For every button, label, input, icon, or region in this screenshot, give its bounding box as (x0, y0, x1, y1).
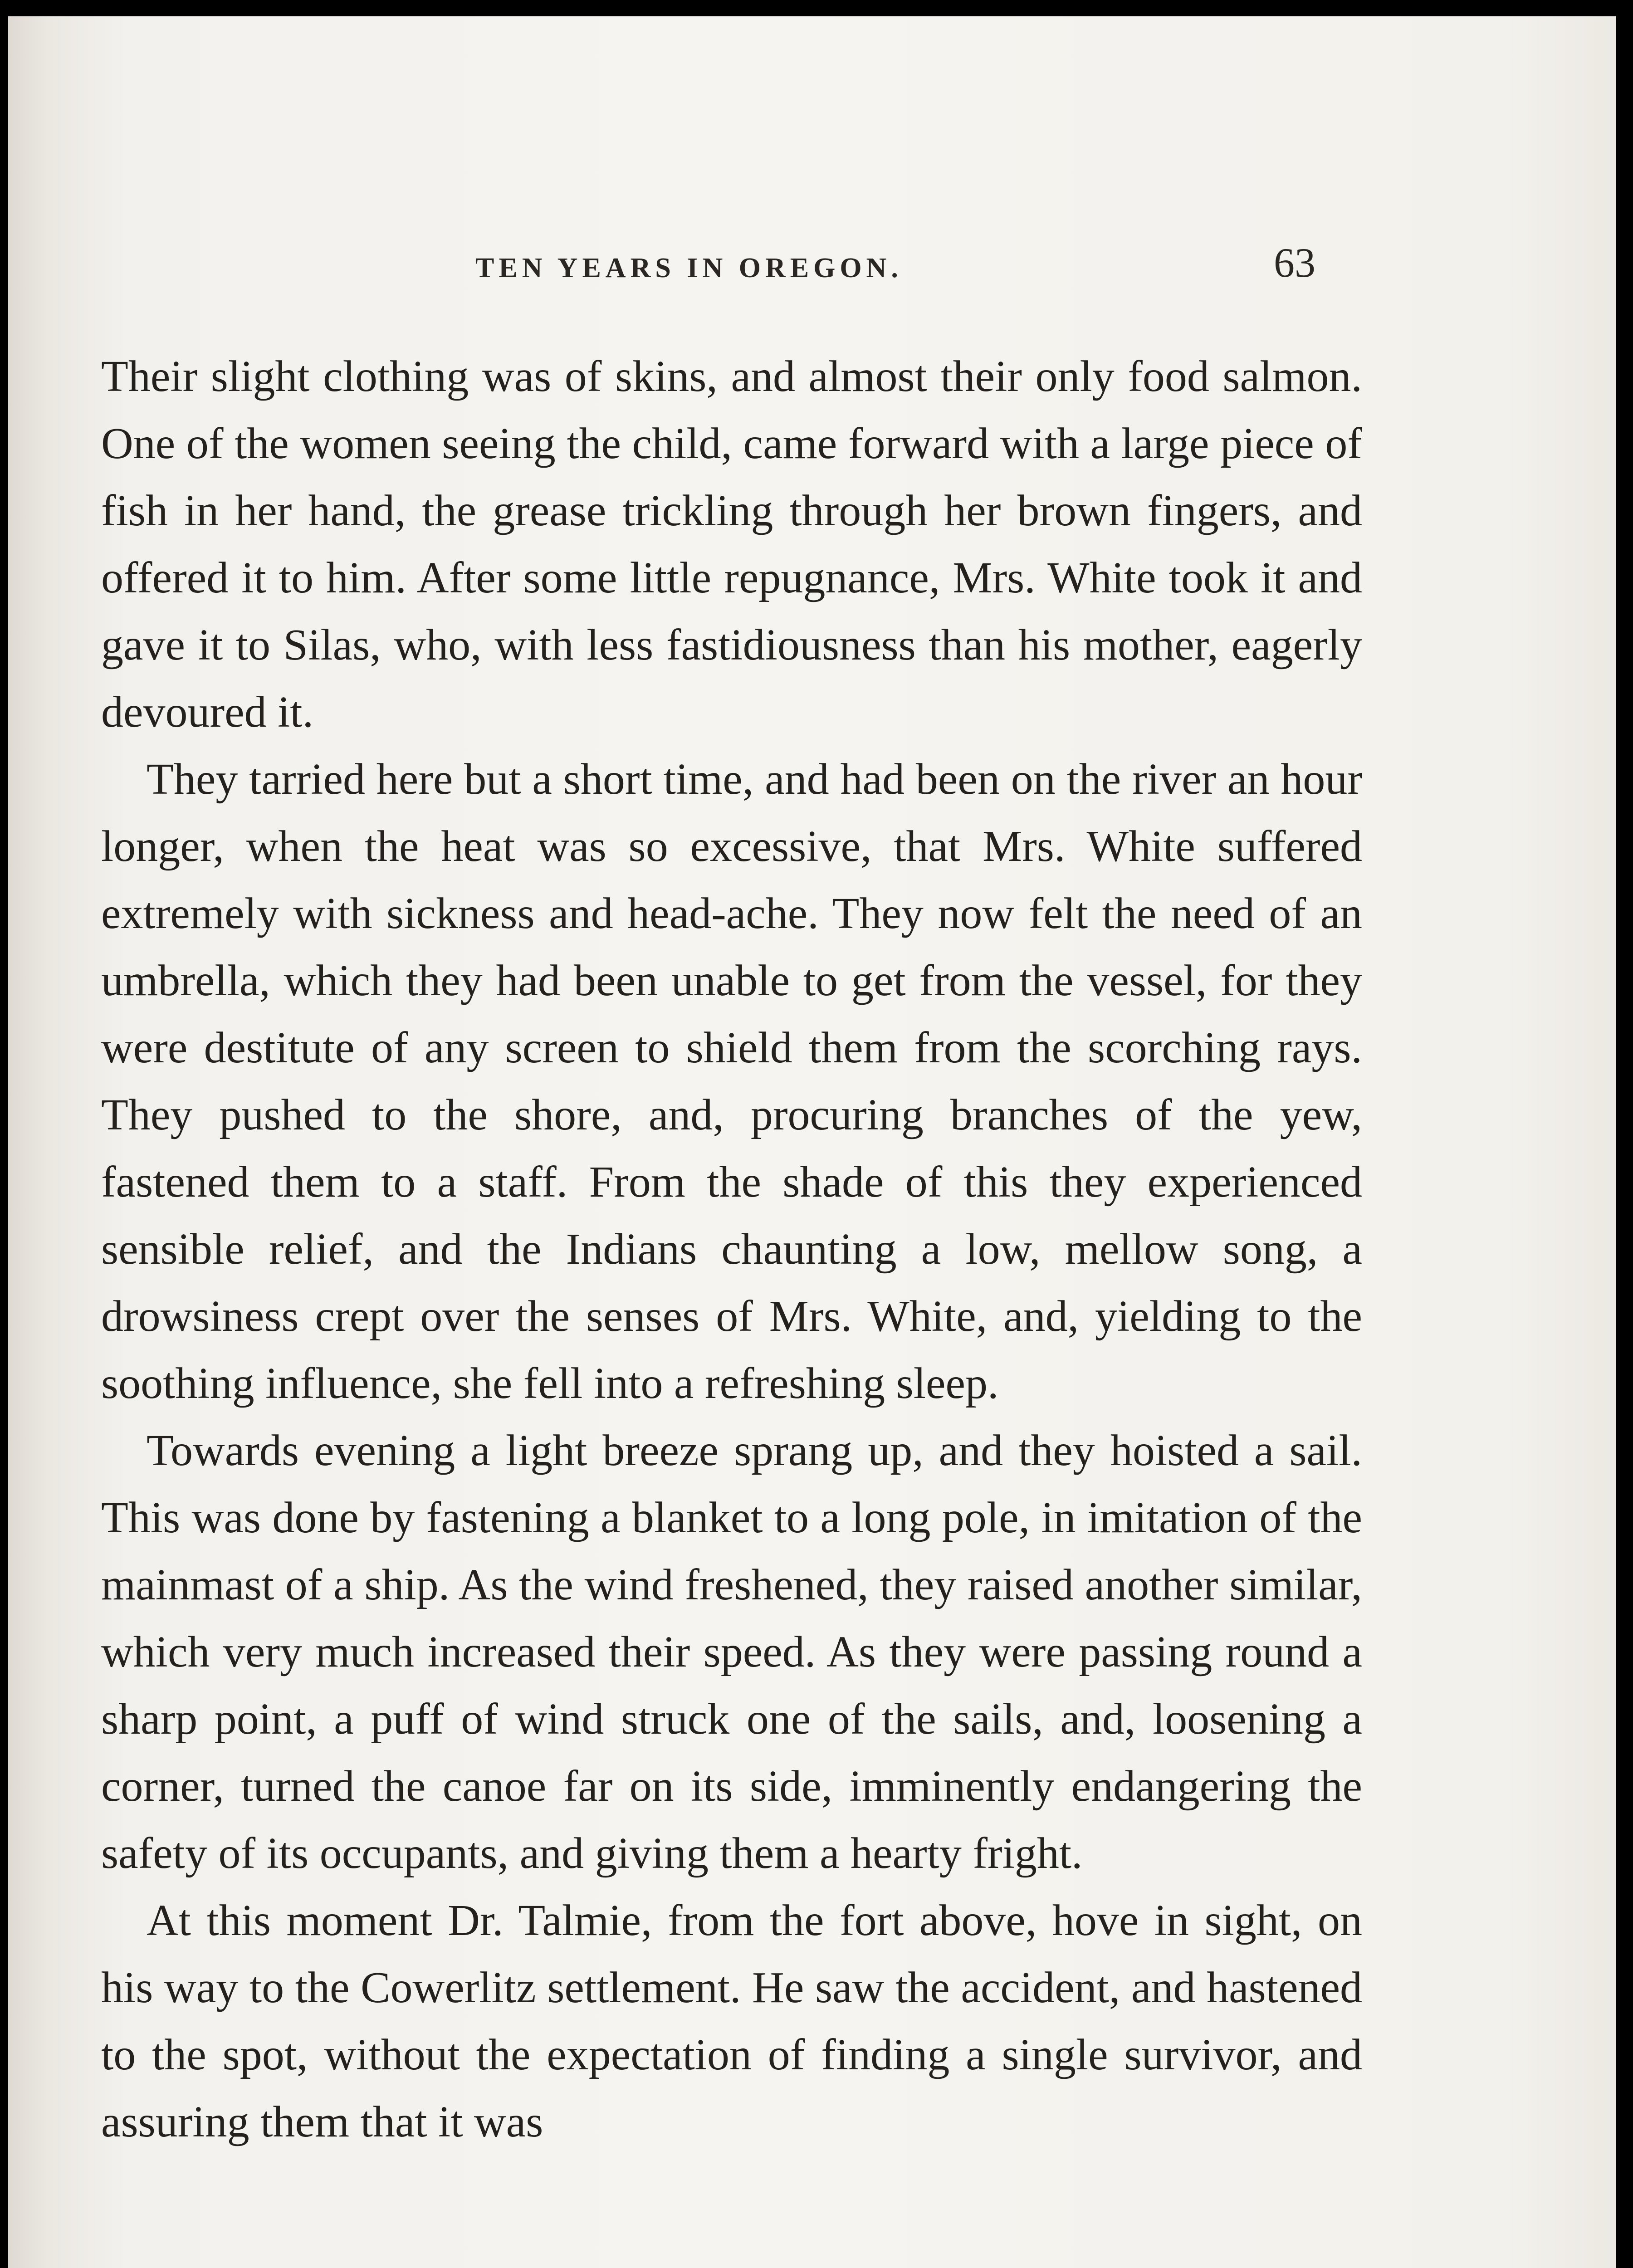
paragraph-2: They tarried here but a short time, and had been on the river an hour longer, when the heat was so excessive, that Mrs. White suffered extremely with sickness and head-ache. They now felt the need of an umbrella, which they had been unable to get from the vessel, for they were destitute of any screen to shield them from the scorching rays. They pushed to the shore, and, procuring branches of the yew, fastened them to a staff. From the shade of this they experienced sensible relief, and the Indians chaunting a low, mellow song, a drowsiness crept over the senses of Mrs. White, and, yielding to the soothing influence, she fell into a refreshing sleep. (101, 755, 1362, 1408)
paragraph-3: Towards evening a light breeze sprang up, and they hoisted a sail. This was done by fastening a blanket to a long pole, in imitation of the mainmast of a ship. As the wind freshened, they raised another similar, which very much increased their speed. As they were passing round a sharp point, a puff of wind struck one of the sails, and, loosening a corner, turned the canoe far on its side, imminently endangering the safety of its occupants, and giving them a hearty fright. (101, 1426, 1362, 1878)
book-page (8, 16, 1616, 2268)
page-header (8, 230, 1616, 293)
page-number: 63 (1274, 240, 1315, 286)
running-head: TEN YEARS IN OREGON. (475, 253, 903, 284)
body-text (101, 343, 1362, 2156)
paragraph-4: At this moment Dr. Talmie, from the fort above, hove in sight, on his way to the Cowerlitz settlement. He saw the accident, and hastened to the spot, without the expectation of finding a single survivor, and assuring them that it was (101, 1896, 1362, 2146)
paragraph-1: Their slight clothing was of skins, and almost their only food salmon. One of the women seeing the child, came forward with a large piece of fish in her hand, the grease trickling through her brown fingers, and offered it to him. After some little repugnance, Mrs. White took it and gave it to Silas, who, with less fastidiousness than his mother, eagerly devoured it. (101, 352, 1362, 737)
